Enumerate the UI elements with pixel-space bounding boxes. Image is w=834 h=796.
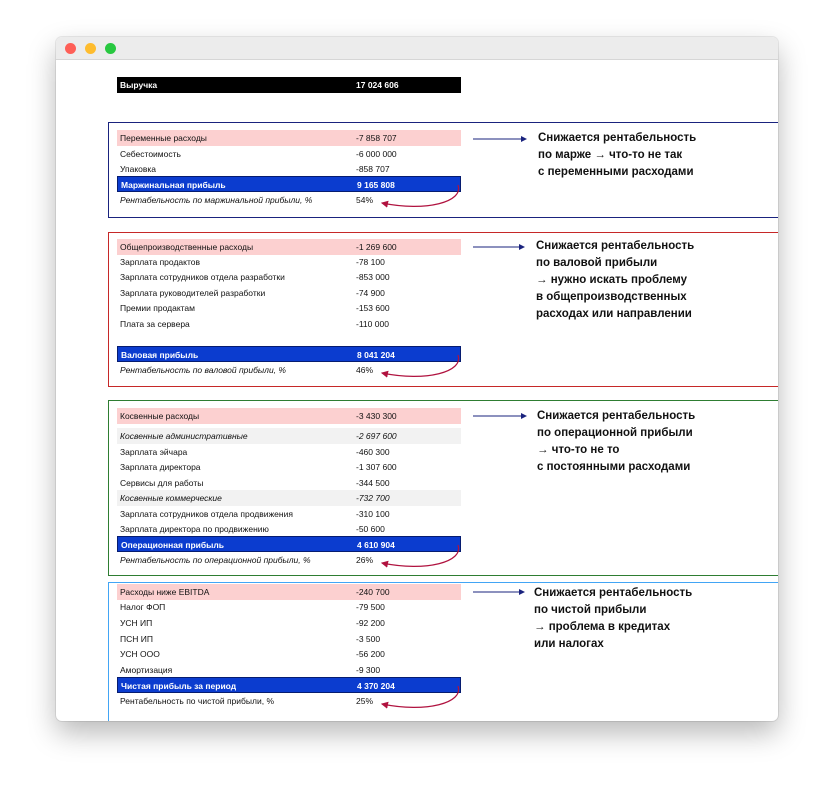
curved-arrow	[382, 185, 459, 206]
row-value: 54%	[356, 195, 374, 205]
row-value: -240 700	[356, 587, 390, 597]
row-label: Плата за сервера	[120, 319, 190, 329]
note-line: с переменными расходами	[538, 166, 694, 178]
note-line: или налогах	[534, 638, 604, 650]
curved-arrow	[382, 355, 459, 376]
note-line: по операционной прибыли	[537, 427, 693, 439]
row-value: -78 100	[356, 257, 385, 267]
note-line: Снижается рентабельность	[536, 240, 695, 252]
row-value: -153 600	[356, 303, 390, 313]
row-value: -732 700	[356, 493, 390, 503]
app-window	[56, 37, 778, 721]
row-value: -74 900	[356, 288, 385, 298]
report-content	[56, 60, 778, 721]
row-label: Рентабельность по операционной прибыли, %	[120, 555, 311, 565]
row-label: Сервисы для работы	[120, 478, 204, 488]
curved-arrow	[382, 545, 459, 566]
row-value: 17 024 606	[356, 80, 399, 90]
annotation-arrows	[56, 60, 778, 721]
note-line: Снижается рентабельность	[537, 410, 696, 422]
row-value: -110 000	[356, 319, 389, 329]
close-window-button[interactable]	[65, 43, 76, 54]
row-value: -1 269 600	[356, 242, 397, 252]
curved-arrow	[382, 686, 459, 707]
row-label: Зарплата директора по продвижению	[120, 524, 269, 534]
row-label: УСН ИП	[120, 618, 153, 628]
row-value: -7 858 707	[356, 133, 397, 143]
note-line: расходах или направлении	[536, 308, 692, 320]
row-value: 25%	[356, 696, 374, 706]
row-value: -92 200	[356, 618, 385, 628]
row-label: Общепроизводственные расходы	[120, 242, 254, 252]
row-label: Амортизация	[120, 665, 173, 675]
row-label: Премии продактам	[120, 303, 196, 313]
row-label: Зарплата сотрудников отдела продвижения	[120, 509, 293, 519]
row-value: 4 610 904	[357, 540, 395, 550]
row-label: Зарплата продактов	[120, 257, 200, 267]
row-label: Косвенные расходы	[120, 411, 200, 421]
row-label: Выручка	[120, 80, 158, 90]
row-label: Расходы ниже EBITDA	[120, 587, 210, 597]
row-value: 8 041 204	[357, 350, 395, 360]
row-value: -344 500	[356, 478, 390, 488]
row-value: 4 370 204	[357, 681, 395, 691]
title-bar	[56, 37, 778, 60]
row-label: Косвенные административные	[120, 431, 248, 441]
row-value: -310 100	[356, 509, 390, 519]
zoom-window-button[interactable]	[105, 43, 116, 54]
row-value: -853 000	[356, 272, 390, 282]
row-label: Рентабельность по чистой прибыли, %	[120, 696, 275, 706]
row-label: Операционная прибыль	[121, 540, 225, 550]
row-value: 9 165 808	[357, 180, 395, 190]
note-line: → нужно искать проблему	[536, 274, 687, 286]
row-label: Косвенные коммерческие	[120, 493, 222, 503]
note-line: по марже → что-то не так	[538, 149, 683, 161]
row-label: Рентабельность по маржинальной прибыли, %	[120, 195, 313, 205]
row-value: -9 300	[356, 665, 381, 675]
row-value: -50 600	[356, 524, 385, 534]
row-label: Переменные расходы	[120, 133, 207, 143]
row-value: -6 000 000	[356, 149, 397, 159]
note-line: → проблема в кредитах	[534, 621, 671, 633]
row-label: УСН ООО	[120, 649, 160, 659]
row-value: 46%	[356, 365, 374, 375]
row-label: Налог ФОП	[120, 602, 166, 612]
row-label: Чистая прибыль за период	[121, 681, 237, 691]
row-value: -3 500	[356, 634, 381, 644]
row-label: ПСН ИП	[120, 634, 153, 644]
row-value: -2 697 600	[356, 431, 397, 441]
row-label: Себестоимость	[120, 149, 181, 159]
row-label: Упаковка	[120, 164, 157, 174]
row-value: -858 707	[356, 164, 390, 174]
row-value: -56 200	[356, 649, 385, 659]
note-line: по чистой прибыли	[534, 604, 647, 616]
row-label: Зарплата директора	[120, 462, 201, 472]
minimize-window-button[interactable]	[85, 43, 96, 54]
row-label: Валовая прибыль	[121, 350, 199, 360]
row-value: 26%	[356, 555, 374, 565]
row-value: -1 307 600	[356, 462, 397, 472]
row-value: -79 500	[356, 602, 385, 612]
note-line: → что-то не то	[537, 444, 620, 456]
note-line: в общепроизводственных	[536, 291, 687, 303]
row-value: -460 300	[356, 447, 390, 457]
row-label: Зарплата руководителей разработки	[120, 288, 266, 298]
row-value: -3 430 300	[356, 411, 397, 421]
row-label: Зарплата эйчара	[120, 447, 188, 457]
note-line: Снижается рентабельность	[534, 587, 693, 599]
note-line: с постоянными расходами	[537, 461, 691, 473]
row-label: Зарплата сотрудников отдела разработки	[120, 272, 285, 282]
note-line: Снижается рентабельность	[538, 132, 697, 144]
row-label: Рентабельность по валовой прибыли, %	[120, 365, 286, 375]
note-line: по валовой прибыли	[536, 257, 658, 269]
row-label: Маржинальная прибыль	[121, 180, 226, 190]
